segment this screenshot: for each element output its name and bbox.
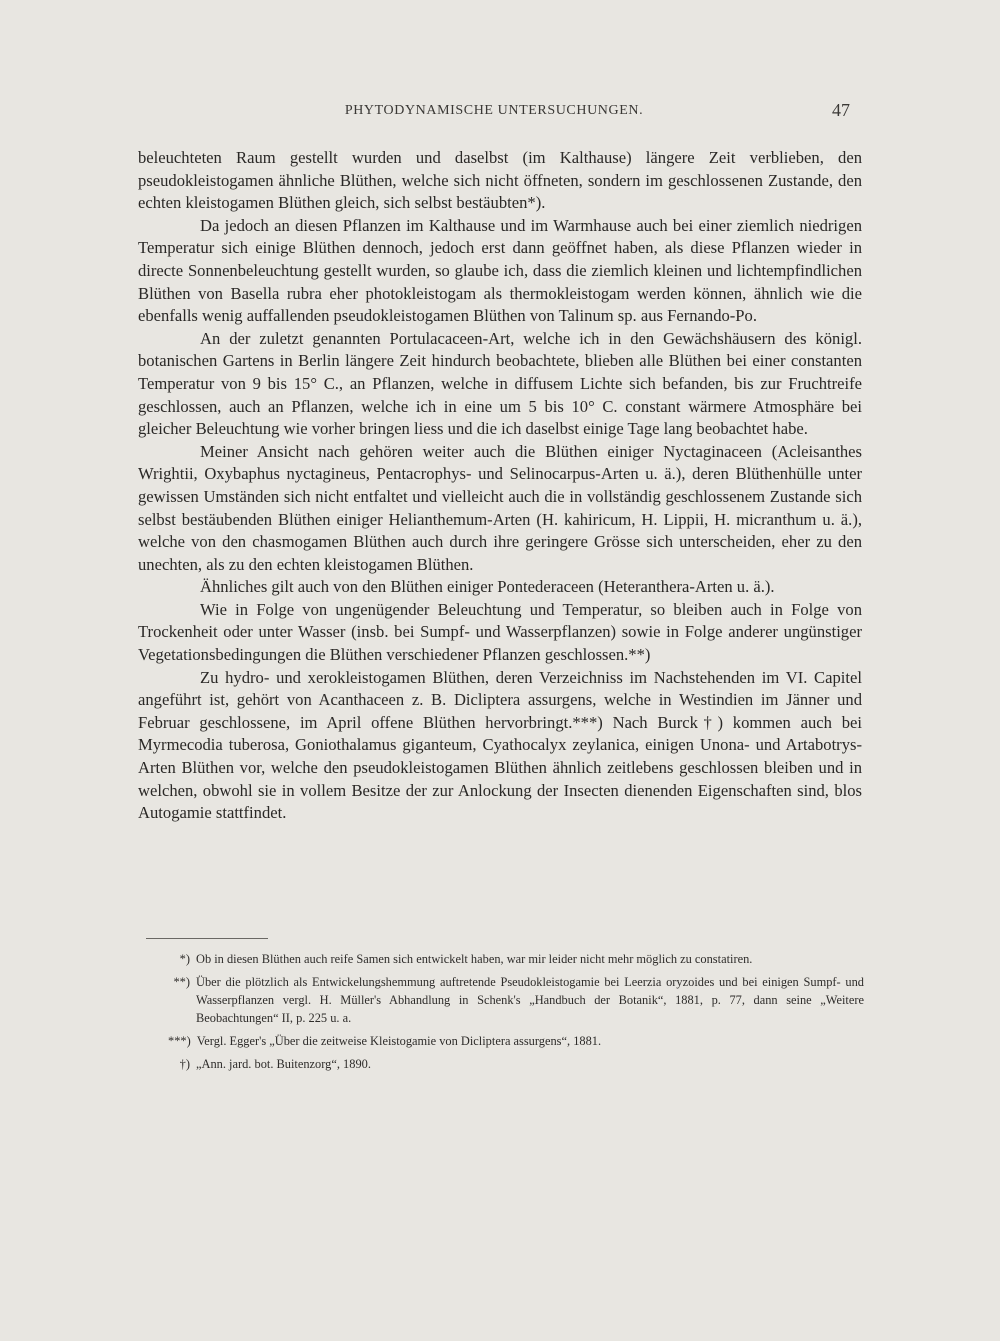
footnote-text: Vergl. Egger's „Über die zeitweise Kleistogamie von Dicliptera assurgens“, 1881. [196,1034,602,1048]
footnote-text: „Ann. jard. bot. Buitenzorg“, 1890. [196,1057,371,1071]
footnote-3 [168,1032,864,1050]
footnote-1 [178,950,864,968]
footnote-text: Über die plötzlich als Entwickelungshemmung auftretende Pseudokleistogamie bei Leerzia oryzoides und bei einigen Sumpf- und Wasserpflanzen vergl. H. Müller's Abhandlung in Schenk's „Handbuch der Botanik“, 1881, p. 77, dann seine „Weitere Beobachtungen“ II, p. 225 u. a. [196,975,864,1025]
footnote-mark: †) [179,1057,190,1071]
main-text [138,147,862,825]
footnote-separator [146,938,268,939]
running-head: PHYTODYNAMISCHE UNTERSUCHUNGEN. [344,103,644,118]
footnote-mark: **) [173,975,190,989]
paragraph-4: Meiner Ansicht nach gehören weiter auch die Blüthen einiger Nyctaginaceen (Acleisanthes Wrightii, Oxybaphus nyctagineus, Pentacrophys- und Selinocarpus-Arten u. ä.), deren Blüthenhülle unter gewissen Umständen sich nicht entfaltet und vielleicht auch die in vollständig geschlossenem Zustande sich selbst bestäubenden Blüthen einiger Helianthemum-Arten (H. kahiricum, H. Lippii, H. micranthum u. ä.), welche von den chasmogamen Blüthen auch durch ihre geringere Grösse sich unterscheiden, eher zu den unechten, als zu den echten kleistogamen Blüthen. [138,441,862,574]
footnotes [168,950,864,1078]
paragraph-3: An der zuletzt genannten Portulacaceen-Art, welche ich in den Gewächshäusern des königl. botanischen Gartens in Berlin längere Zeit hindurch beobachtete, blieben alle Blüthen bei einer constanten Temperatur von 9 bis 15° C., an Pflanzen, welche in diffusem Lichte sich befanden, bis zur Fruchtreife geschlossen, auch an Pflanzen, welche ich in eine um 5 bis 10° C. constant wärmere Atmosphäre bei gleicher Beleuchtung wie vorher bringen liess und die ich daselbst einige Tage lang beobachtet habe. [138,328,862,439]
paragraph-7: Zu hydro- und xerokleistogamen Blüthen, deren Verzeichniss im Nachstehenden im VI. Capitel angeführt ist, gehört von Acanthaceen z. B. Dicliptera assurgens, welche in Westindien im Jänner und Februar geschlossene, im April offene Blüthen hervorbringt.***) Nach Burck†) kommen auch bei Myrmecodia tuberosa, Goniothalamus giganteum, Cyathocalyx zeylanica, einigen Unona- und Artabotrys-Arten Blüthen vor, welche den pseudokleistogamen Blüthen ähnlich zeitlebens geschlossen bleiben und in welchen, obwohl sie in vollem Besitze der zur Anlockung der Insecten dienenden Eigenschaften sind, blos Autogamie stattfindet. [138,667,862,823]
footnote-text: Ob in diesen Blüthen auch reife Samen sich entwickelt haben, war mir leider nicht mehr möglich zu constatiren. [196,952,753,966]
paragraph-6: Wie in Folge von ungenügender Beleuchtung und Temperatur, so bleiben auch in Folge von Trockenheit oder unter Wasser (insb. bei Sumpf- und Wasserpflanzen) sowie in Folge anderer ungünstiger Vegetationsbedingungen die Blüthen verschiedener Pflanzen geschlossen.**) [138,599,862,665]
footnote-mark: *) [179,952,190,966]
footnote-4 [178,1055,864,1073]
page-header [138,100,850,125]
footnote-2 [173,973,864,1027]
page-number: 47 [832,100,850,120]
paragraph-2: Da jedoch an diesen Pflanzen im Kalthause und im Warmhause auch bei einer ziemlich niedrigen Temperatur sich einige Blüthen dennoch, jedoch erst dann geöffnet haben, als diese Pflanzen wieder in directe Sonnenbeleuchtung gestellt wurden, so glaube ich, dass die ziemlich kleinen und lichtempfindlichen Blüthen von Basella rubra eher photokleistogam als thermokleistogam werden können, ähnlich wie die ebenfalls wenig auffallenden pseudokleistogamen Blüthen von Talinum sp. aus Fernando-Po. [138,215,862,326]
footnote-mark: ***) [168,1034,191,1048]
paragraph-1: beleuchteten Raum gestellt wurden und daselbst (im Kalthause) längere Zeit verblieben, den pseudokleistogamen ähnliche Blüthen, welche sich nicht öffneten, sondern im geschlossenen Zustande, den echten kleistogamen Blüthen gleich, sich selbst bestäubten*). [138,148,862,213]
paragraph-5: Ähnliches gilt auch von den Blüthen einiger Pontederaceen (Heteranthera-Arten u. ä.). [200,577,775,597]
